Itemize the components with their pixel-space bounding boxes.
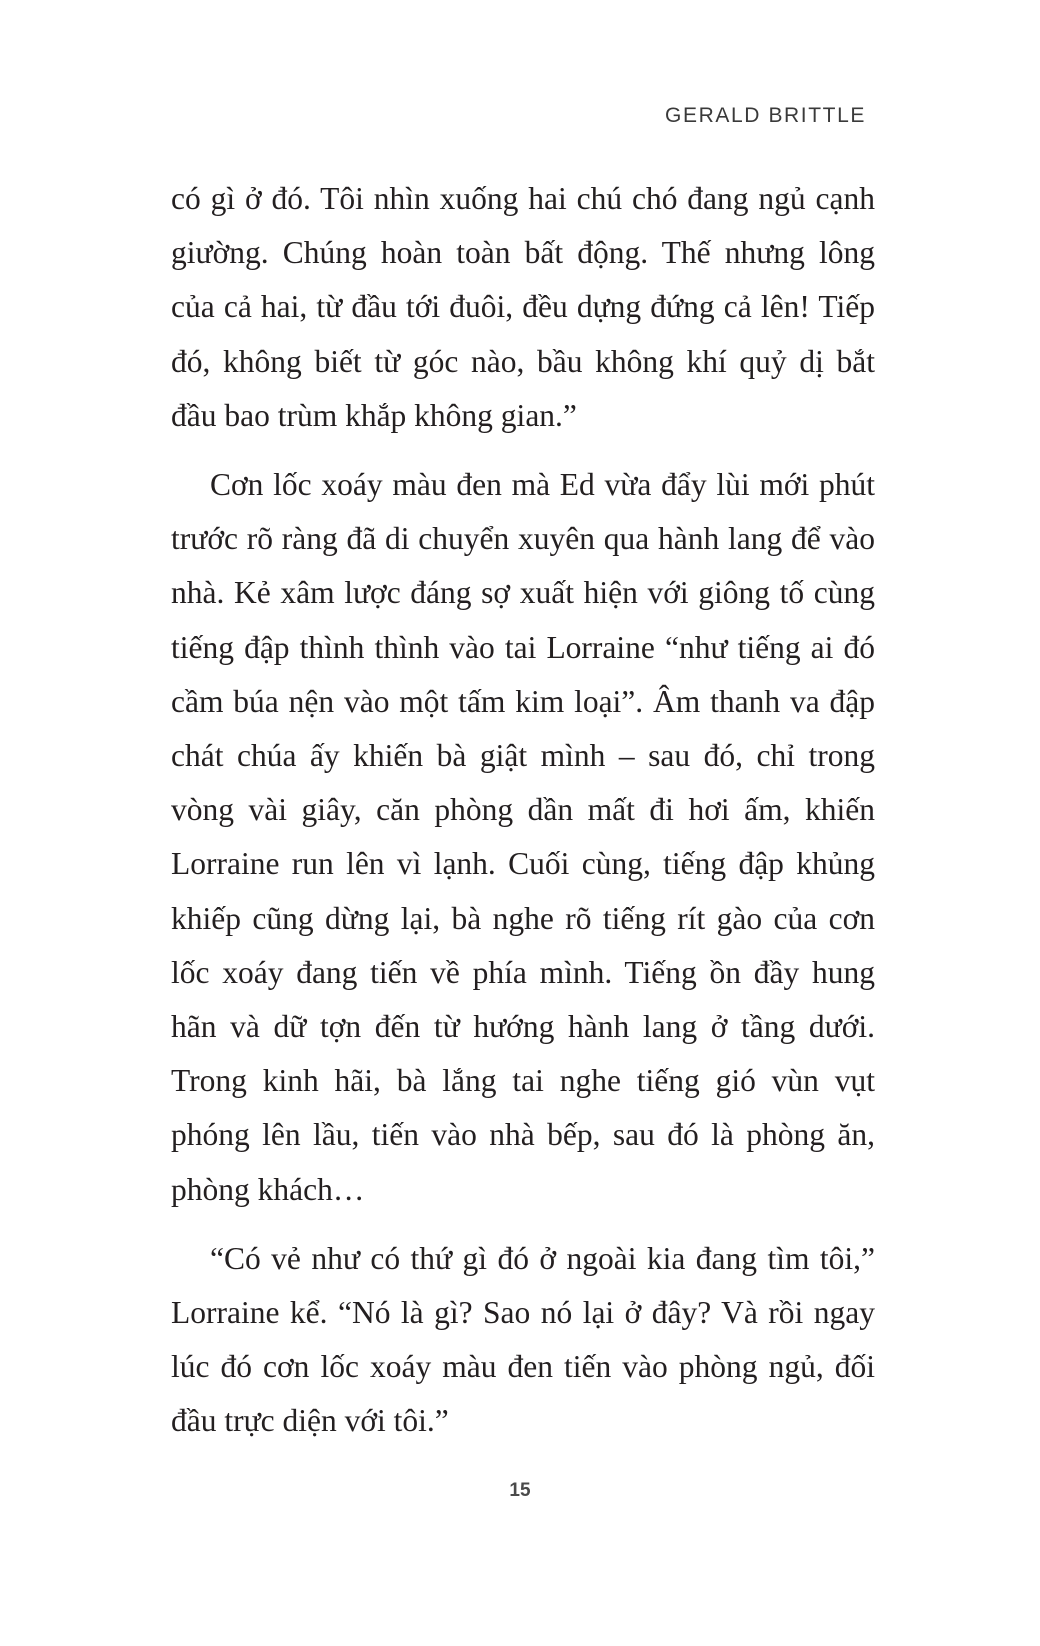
paragraph-3: “Có vẻ như có thứ gì đó ở ngoài kia đang tìm tôi,” Lorraine kể. “Nó là gì? Sao nó lại ở đây? Và rồi ngay lúc đó cơn lốc xoáy màu đen tiến vào phòng ngủ, đối đầu trực diện với tôi.” <box>171 1240 875 1439</box>
running-head: GERALD BRITTLE <box>665 104 866 127</box>
paragraph-2: Cơn lốc xoáy màu đen mà Ed vừa đẩy lùi mới phút trước rõ ràng đã di chuyển xuyên qua hành lang để vào nhà. Kẻ xâm lược đáng sợ xuất hiện với giông tố cùng tiếng đập thình thình vào tai Lorraine “như tiếng ai đó cầm búa nện vào một tấm kim loại”. Âm thanh va đập chát chúa ấy khiến bà giật mình – sau đó, chỉ trong vòng vài giây, căn phòng dần mất đi hơi ấm, khiến Lorraine run lên vì lạnh. Cuối cùng, tiếng đập khủng khiếp cũng dừng lại, bà nghe rõ tiếng rít gào của cơn lốc xoáy đang tiến về phía mình. Tiếng ồn đầy hung hãn và dữ tợn đến từ hướng hành lang ở tầng dưới. Trong kinh hãi, bà lắng tai nghe tiếng gió vùn vụt phóng lên lầu, tiến vào nhà bếp, sau đó là phòng ăn, phòng khách… <box>171 467 875 1207</box>
body-text <box>171 172 875 1449</box>
paragraph-1: có gì ở đó. Tôi nhìn xuống hai chú chó đang ngủ cạnh giường. Chúng hoàn toàn bất động. Thế nhưng lông của cả hai, từ đầu tới đuôi, đều dựng đứng cả lên! Tiếp đó, không biết từ góc nào, bầu không khí quỷ dị bắt đầu bao trùm khắp không gian.” <box>171 181 875 433</box>
page-number: 15 <box>509 1480 531 1501</box>
